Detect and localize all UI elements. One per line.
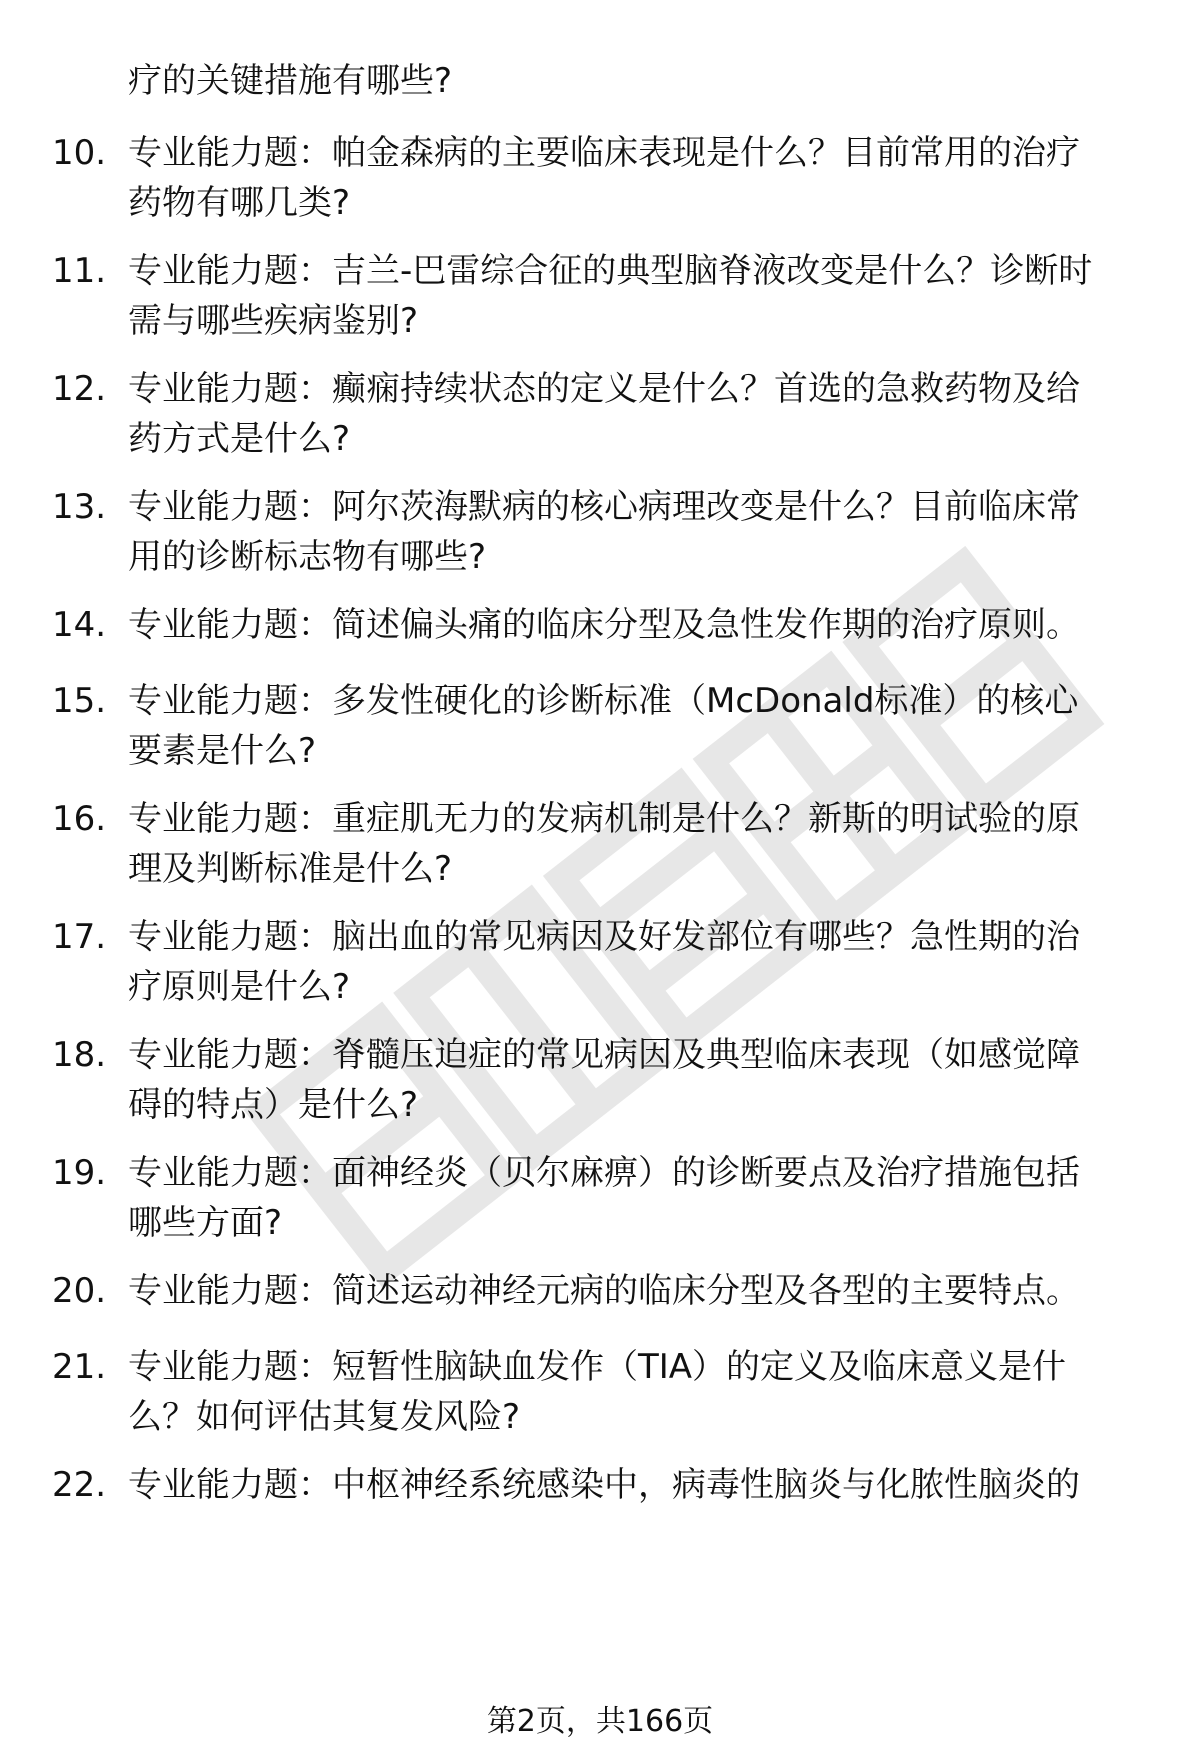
item-text [128,912,1148,1012]
item-number: 20. [52,1271,107,1311]
item-number: 18. [52,1035,107,1075]
item-line: 碍的特点）是什么? [128,1085,419,1125]
item-line: 药方式是什么? [128,419,351,459]
item-text [128,246,1148,346]
item-text [128,1342,1148,1442]
item-line: 专业能力题：面神经炎（贝尔麻痹）的诊断要点及治疗措施包括 [128,1153,1080,1193]
item-text [128,482,1148,582]
item-number: 13. [52,487,107,527]
item-line: 理及判断标准是什么? [128,849,453,889]
item-number: 10. [52,133,107,173]
item-text [128,1460,1148,1510]
item-line: 专业能力题：重症肌无力的发病机制是什么？新斯的明试验的原 [128,799,1080,839]
item-line: 专业能力题：脑出血的常见病因及好发部位有哪些？急性期的治 [128,917,1080,957]
item-number: 15. [52,681,107,721]
item-number: 17. [52,917,107,957]
item-line: 疗原则是什么? [128,967,351,1007]
item-line: 药物有哪几类? [128,183,351,223]
item-line: 专业能力题：中枢神经系统感染中，病毒性脑炎与化脓性脑炎的 [128,1465,1080,1505]
item-line: 么？如何评估其复发风险? [128,1397,521,1437]
continuation-line: 疗的关键措施有哪些? [128,61,453,101]
item-number: 16. [52,799,107,839]
item-text [128,128,1148,228]
item-number: 12. [52,369,107,409]
item-text [128,364,1148,464]
item-number: 21. [52,1347,107,1387]
item-line: 用的诊断标志物有哪些? [128,537,487,577]
item-text [128,1030,1148,1130]
page-footer: 第2页，共166页 [486,1704,714,1739]
item-text [128,676,1148,776]
item-number: 11. [52,251,107,291]
item-line: 专业能力题：吉兰-巴雷综合征的典型脑脊液改变是什么？诊断时 [128,251,1093,291]
item-line: 专业能力题：短暂性脑缺血发作（TIA）的定义及临床意义是什 [128,1347,1067,1387]
item-line: 专业能力题：帕金森病的主要临床表现是什么？目前常用的治疗 [128,133,1080,173]
item-text [128,1266,1148,1316]
item-line: 专业能力题：脊髓压迫症的常见病因及典型临床表现（如感觉障 [128,1035,1080,1075]
item-number: 22. [52,1465,107,1505]
item-line: 专业能力题：癫痫持续状态的定义是什么？首选的急救药物及给 [128,369,1080,409]
item-line: 要素是什么? [128,731,317,771]
item-line: 专业能力题：阿尔茨海默病的核心病理改变是什么？目前临床常 [128,487,1080,527]
item-line: 专业能力题：简述偏头痛的临床分型及急性发作期的治疗原则。 [128,605,1080,645]
item-line: 需与哪些疾病鉴别? [128,301,419,341]
item-number: 19. [52,1153,107,1193]
item-text [128,1148,1148,1248]
item-number: 14. [52,605,107,645]
item-line: 专业能力题：简述运动神经元病的临床分型及各型的主要特点。 [128,1271,1080,1311]
item-line: 专业能力题：多发性硬化的诊断标准（McDonald标准）的核心 [128,681,1079,721]
item-line: 哪些方面? [128,1203,283,1243]
item-text [128,794,1148,894]
item-text [128,600,1148,650]
